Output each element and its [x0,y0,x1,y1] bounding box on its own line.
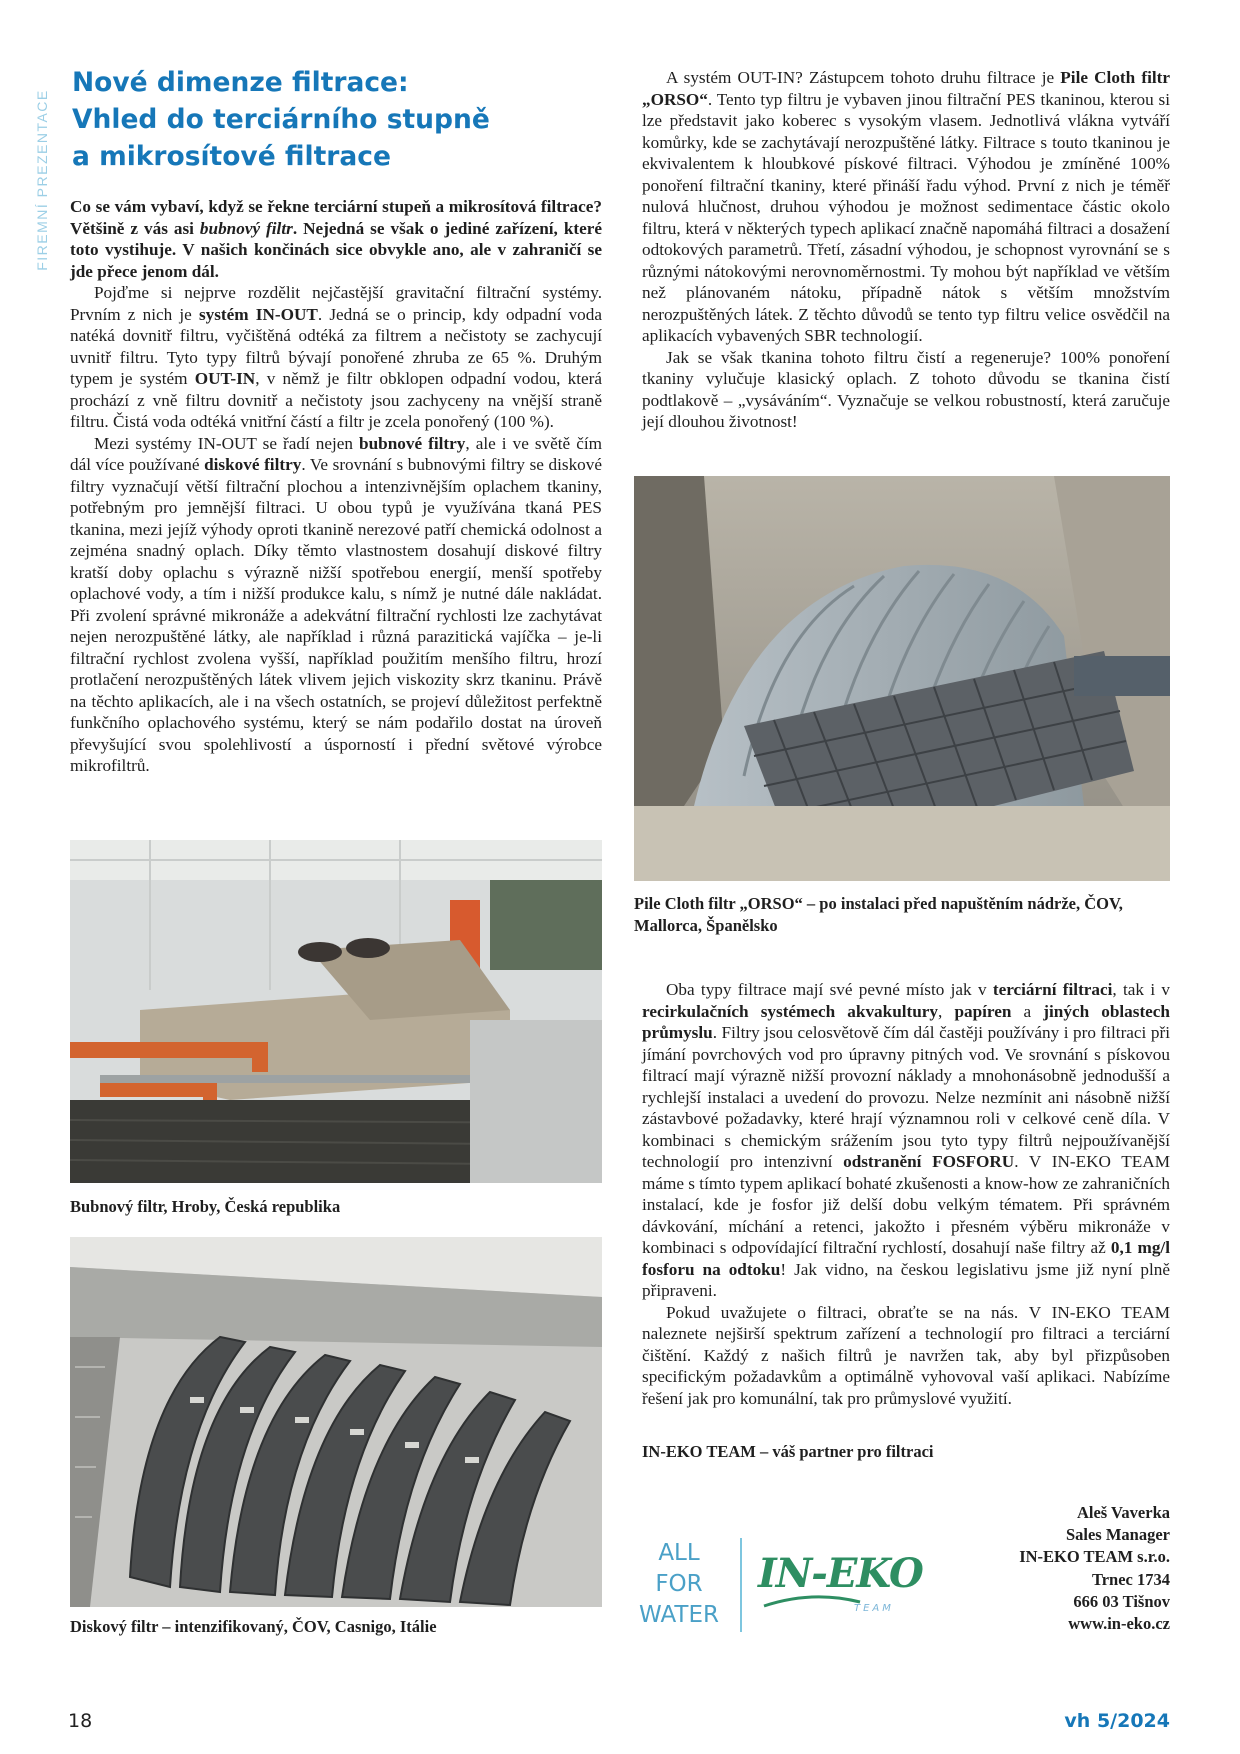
text-column-right-top [642,67,1170,433]
text-segment: OUT-IN [194,369,256,388]
logo-divider [740,1538,742,1632]
paragraph-contact-invite [642,1302,1170,1410]
text-segment: , ale i ve světě čím dál více používané [70,433,602,474]
contact-city: 666 03 Tišnov [1073,1591,1170,1611]
text-segment: ! Jak vidno, na českou legislativu jsme již nyní plně připraveni. [642,1259,1170,1300]
text-segment: jiných oblastech průmyslu [642,1001,1170,1042]
caption-drum-filter: Bubnový filtr, Hroby, Česká republika [70,1197,341,1216]
text-segment: diskové filtry [204,455,302,474]
contact-role: Sales Manager [1065,1525,1170,1545]
article-title [72,64,592,175]
slogan-line-3: WATER [639,1602,719,1628]
title-line-1: Nové dimenze filtrace: [72,67,409,98]
text-column-right-bottom [642,979,1170,1409]
in-eko-logo-mark [758,1550,924,1630]
caption-disc-filter: Diskový filtr – intenzifikovaný, ČOV, Casnigo, Itálie [70,1617,437,1636]
title-line-3: a mikrosítové filtrace [72,141,391,172]
paragraph-cloth-cleaning [642,347,1170,433]
text-segment: a [1011,1001,1044,1021]
photo-pile-cloth-filter [634,476,1170,881]
text-segment: . Ve srovnání s bubnovými filtry se diskové filtry vyznačují větší filtrační plochou a intenzivnějším oplachem tkaniny, potřebným pro jemnější filtraci. U obou typů je využívána tkaná PES tkanina, mezi jejíž výhody oproti tkanině nerezové patří chemická odolnost a zejména snadný oplach. Díky těmto vlastnostem dosahují diskové filtry kratší doby oplachu s výrazně nižší spotřebou energií, menší spotřeby oplachové vody, a tím i nižší produkce kalu, s nímž je nutné dále nakládat. Při zvolení správné mikronáže a adekvátní filtrační rychlosti lze zachytávat nejen nerozpuštěné látky, ale například i různá parazitická vajíčka – je-li filtrační rychlost zvolena vyšší, například použitím menšího filtru, hrozí protlačení nerozpuštěných látek vlivem jejich viskozity skrz tkaninu. Právě na těchto aplikacích, ale i na všech ostatních, se projeví důležitost perfektně funkčního oplachového systému, který se nám podařilo dostat na úroveň převyšující svou spolehlivostí a úsporností i přední světové výrobce mikrofiltrů. [70,455,603,775]
text-column-left [70,196,602,777]
text-segment: Pojďme si nejprve rozdělit nejčastější gravitační filtrační systémy. Prvním z nich je [70,283,602,324]
text-segment: . Tento typ filtru je vybaven jinou filtrační PES tkaninou, kterou si lze představit jako koberec s vysokým vlasem. Jednotlivá vlákna vytváří komůrky, kde se zachytávají nerozpuštěné látky. Filtrace s touto tkaninou je ekvivalentem k hloubkové pískové filtraci. Výhodou je zmíněné 100% ponoření filtrační tkaniny, které přináší řadu výhod. První z nich je téměř nulová hlučnost, druhou výhodou je možnost sedimentace částic okolo filtru, která v některých typech aplikací značně napomáhá filtraci a dosažení odtokových parametrů. Třetí, zásadní výhodou, je schopnost vyrovnání se s různými nátokovými nerovnoměrnostmi. Ty mohou být například ve větším než plánovaném nátoku, případně nátok s větším množstvím nerozpuštěných látek. Z těchto důvodů se tento typ filtru velice osvědčil na aplikacích vybavených SBR technologií. [642,89,1170,345]
text-segment: A systém OUT-IN? Zástupcem tohoto druhu filtrace je [666,68,1061,87]
text-segment: bubnový filtr [199,218,293,238]
logo-brand-sub: TEAM [854,1603,894,1614]
contact-web[interactable]: www.in-eko.cz [1068,1614,1170,1634]
text-segment: 0,1 mg/l fosforu na odtoku [642,1238,1170,1279]
text-segment: Pokud uvažujete o filtraci, obraťte se na nás. V IN-EKO TEAM naleznete nejširší spektrum zařízení a technologií pro filtraci a terciární čištění. Každý z našich filtrů je navržen tak, aby byl přizpůsoben specifickým požadavkům a optimálně vyhovoval vaší aplikaci. Nabízíme řešení jak pro komunální, tak pro průmyslové využití. [642,1302,1170,1408]
paragraph-applications [642,979,1170,1302]
text-segment: , tak i v [1112,980,1170,999]
page-number: 18 [68,1710,93,1732]
text-segment: . Jedná se o princip, kdy odpadní voda natéká dovnitř filtru, vyčištěná odtéká za filtrem a nečistoty se zachycují uvnitř filtru. Tyto typy filtrů bývají ponořené zhruba ze 65 %. Druhým typem je systém [70,304,602,388]
photo-disc-filter [70,1237,602,1607]
text-segment: odstranění FOSFORU [843,1152,1015,1171]
paragraph-in-out-filters [70,433,602,777]
logo-slogan [634,1538,724,1631]
slogan-line-1: ALL [658,1540,700,1566]
text-segment: . Nejedná se však o jediné zařízení, které toto vystihuje. V našich končinách sice obvykle ano, ale v zahraničí se jde přece jenom dál. [70,218,602,281]
caption-pile-cloth-filter: Pile Cloth filtr „ORSO“ – po instalaci před napuštěním nádrže, ČOV, Mallorca, Španělsko [634,894,1123,935]
slogan-line-2: FOR [655,1571,703,1597]
logo-swoosh-icon [762,1594,862,1610]
text-segment: Mezi systémy IN-OUT se řadí nejen [94,433,360,453]
text-segment: recirkulačních systémech akvakultury [642,1001,939,1021]
partner-tagline: IN-EKO TEAM – váš partner pro filtraci [642,1442,934,1461]
text-segment: papíren [954,1001,1012,1021]
text-segment: Pile Cloth filtr „ORSO“ [642,68,1171,109]
author-contact [1019,1502,1170,1635]
text-segment: bubnové filtry [359,433,466,453]
text-segment: , [938,1001,955,1021]
logo-brand: IN-EKO [758,1550,923,1597]
contact-name: Aleš Vaverka [1076,1503,1170,1522]
text-segment: , v němž je filtr obklopen odpadní vodou, která prochází z vně filtru dovnitř a nečistoty jsou zachyceny na vnější straně filtru. Čistá voda odtéká vnitřní částí a filtr je zcela ponořený (100 %). [70,369,603,431]
paragraph-out-in [642,67,1170,347]
text-segment: terciární filtraci [992,980,1113,999]
text-segment: Co se vám vybaví, když se řekne terciární stupeň a mikrosítová filtrace? Většině z vás asi [70,197,602,238]
section-label: FIREMNÍ PREZENTACE [34,89,50,271]
text-segment: Oba typy filtrace mají své pevné místo jak v [666,980,993,999]
text-segment: Jak se však tkanina tohoto filtru čistí a regeneruje? 100% ponoření tkaniny vylučuje klasický oplach. Z tohoto důvodu se tkanina čistí podtlakově – „vysáváním“. Vyznačuje se velkou robustností, která zaručuje její dlouhou životnost! [642,347,1170,431]
contact-company: IN-EKO TEAM s.r.o. [1019,1547,1170,1567]
contact-street: Trnec 1734 [1091,1569,1170,1589]
text-segment: systém IN-OUT [198,304,318,324]
text-segment: . Filtry jsou celosvětově čím dál častěji používány i pro filtraci při jímání povrchových vod pro úpravny pitných vod. Ve srovnání s pískovou filtrací mají výrazně nižší provozní náklady a mnohonásobně jednodušší a rychlejší instalaci a uvedení do provozu. Nelze nezmínit ani násobně nižší zástavbové požadavky, které hrají významnou roli v celkové ceně díla. V kombinaci s chemickým srážením jsou tyto typy filtrů nejpoužívanější technologií pro intenzivní [642,1023,1170,1171]
text-segment: . V IN-EKO TEAM máme s tímto typem aplikací bohaté zkušenosti a know-how ze zahraničních instalací, kde je fosfor již delší dobu velkým tématem. Při správném dávkování, míchání a retenci, jakožto i přesném výběru mikronáže v kombinaci s odpovídající filtrační rychlostí, dosahují naše filtry až [642,1152,1170,1257]
lead-paragraph [70,196,602,282]
photo-drum-filter [70,840,602,1183]
paragraph-filter-systems [70,282,602,433]
issue-label: vh 5/2024 [1064,1710,1170,1732]
company-logo [634,1534,924,1634]
title-line-2: Vhled do terciárního stupně [72,104,490,135]
